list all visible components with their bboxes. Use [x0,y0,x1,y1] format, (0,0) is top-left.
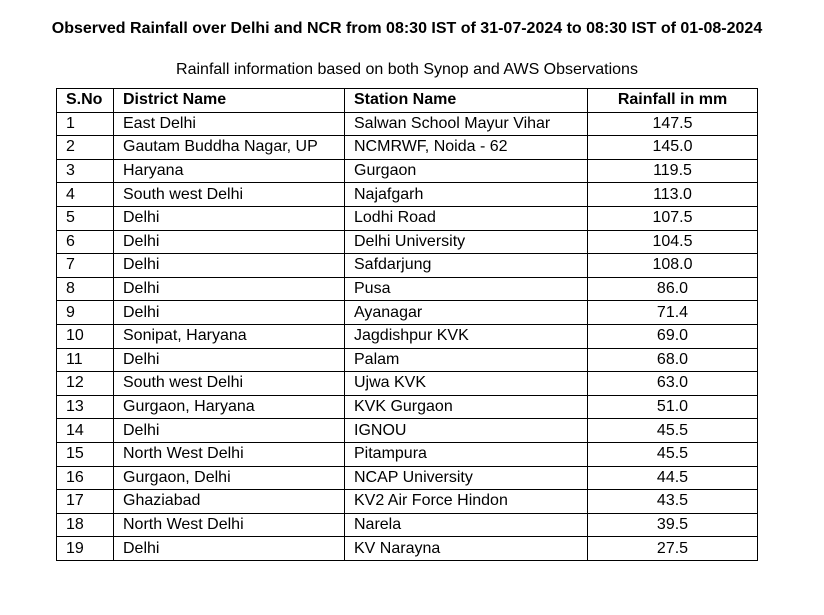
document-title: Observed Rainfall over Delhi and NCR from 08:30 IST of 31-07-2024 to 08:30 IST of 01-08-2024 [51,20,763,37]
cell-rainfall-mm: 145.0 [588,136,758,160]
cell-serial-number: 3 [57,159,114,183]
table-header-row [57,89,758,113]
cell-rainfall-mm: 51.0 [588,395,758,419]
cell-district-name: Delhi [114,419,345,443]
cell-district-name: Delhi [114,277,345,301]
table-row [57,537,758,561]
cell-serial-number: 11 [57,348,114,372]
cell-station-name: Ayanagar [345,301,588,325]
cell-district-name: Gurgaon, Haryana [114,395,345,419]
cell-serial-number: 7 [57,254,114,278]
table-body [57,112,758,560]
cell-rainfall-mm: 86.0 [588,277,758,301]
cell-district-name: Gautam Buddha Nagar, UP [114,136,345,160]
table-row [57,230,758,254]
cell-station-name: Najafgarh [345,183,588,207]
cell-station-name: Jagdishpur KVK [345,324,588,348]
cell-station-name: Safdarjung [345,254,588,278]
table-row [57,442,758,466]
cell-district-name: Delhi [114,206,345,230]
table-row [57,348,758,372]
cell-serial-number: 4 [57,183,114,207]
table-row [57,159,758,183]
table-row [57,419,758,443]
cell-rainfall-mm: 44.5 [588,466,758,490]
table-row [57,301,758,325]
table-row [57,324,758,348]
cell-serial-number: 8 [57,277,114,301]
cell-district-name: North West Delhi [114,442,345,466]
cell-serial-number: 19 [57,537,114,561]
table-row [57,277,758,301]
cell-station-name: NCAP University [345,466,588,490]
cell-rainfall-mm: 68.0 [588,348,758,372]
cell-serial-number: 13 [57,395,114,419]
cell-district-name: East Delhi [114,112,345,136]
cell-station-name: NCMRWF, Noida - 62 [345,136,588,160]
cell-serial-number: 1 [57,112,114,136]
table-row [57,372,758,396]
cell-district-name: Delhi [114,230,345,254]
cell-serial-number: 12 [57,372,114,396]
rainfall-table [56,88,758,561]
cell-station-name: Pitampura [345,442,588,466]
cell-rainfall-mm: 71.4 [588,301,758,325]
table-row [57,466,758,490]
cell-station-name: Narela [345,513,588,537]
cell-station-name: Palam [345,348,588,372]
cell-station-name: Delhi University [345,230,588,254]
cell-district-name: Haryana [114,159,345,183]
cell-rainfall-mm: 45.5 [588,442,758,466]
cell-station-name: KVK Gurgaon [345,395,588,419]
header-rainfall-mm: Rainfall in mm [588,89,758,113]
cell-rainfall-mm: 104.5 [588,230,758,254]
table-row [57,395,758,419]
cell-district-name: Gurgaon, Delhi [114,466,345,490]
cell-district-name: Ghaziabad [114,490,345,514]
cell-station-name: KV Narayna [345,537,588,561]
cell-station-name: Lodhi Road [345,206,588,230]
cell-district-name: Delhi [114,254,345,278]
cell-serial-number: 16 [57,466,114,490]
cell-rainfall-mm: 107.5 [588,206,758,230]
cell-serial-number: 5 [57,206,114,230]
table-row [57,206,758,230]
table-row [57,490,758,514]
cell-rainfall-mm: 113.0 [588,183,758,207]
cell-rainfall-mm: 39.5 [588,513,758,537]
cell-district-name: Sonipat, Haryana [114,324,345,348]
cell-station-name: Ujwa KVK [345,372,588,396]
cell-district-name: Delhi [114,301,345,325]
header-serial-number: S.No [57,89,114,113]
cell-rainfall-mm: 147.5 [588,112,758,136]
table-row [57,183,758,207]
cell-rainfall-mm: 43.5 [588,490,758,514]
table-row [57,513,758,537]
cell-station-name: Pusa [345,277,588,301]
cell-station-name: KV2 Air Force Hindon [345,490,588,514]
table-row [57,254,758,278]
cell-rainfall-mm: 45.5 [588,419,758,443]
cell-serial-number: 17 [57,490,114,514]
cell-station-name: Salwan School Mayur Vihar [345,112,588,136]
document-subtitle: Rainfall information based on both Synop and AWS Observations [176,61,638,78]
cell-serial-number: 18 [57,513,114,537]
cell-rainfall-mm: 27.5 [588,537,758,561]
cell-serial-number: 14 [57,419,114,443]
table-row [57,136,758,160]
cell-rainfall-mm: 108.0 [588,254,758,278]
cell-district-name: Delhi [114,537,345,561]
table-row [57,112,758,136]
cell-serial-number: 6 [57,230,114,254]
cell-district-name: South west Delhi [114,183,345,207]
cell-rainfall-mm: 119.5 [588,159,758,183]
cell-rainfall-mm: 69.0 [588,324,758,348]
cell-station-name: Gurgaon [345,159,588,183]
header-station-name: Station Name [345,89,588,113]
cell-serial-number: 10 [57,324,114,348]
cell-rainfall-mm: 63.0 [588,372,758,396]
cell-district-name: South west Delhi [114,372,345,396]
cell-serial-number: 9 [57,301,114,325]
cell-serial-number: 15 [57,442,114,466]
header-district-name: District Name [114,89,345,113]
cell-serial-number: 2 [57,136,114,160]
cell-district-name: North West Delhi [114,513,345,537]
cell-district-name: Delhi [114,348,345,372]
cell-station-name: IGNOU [345,419,588,443]
